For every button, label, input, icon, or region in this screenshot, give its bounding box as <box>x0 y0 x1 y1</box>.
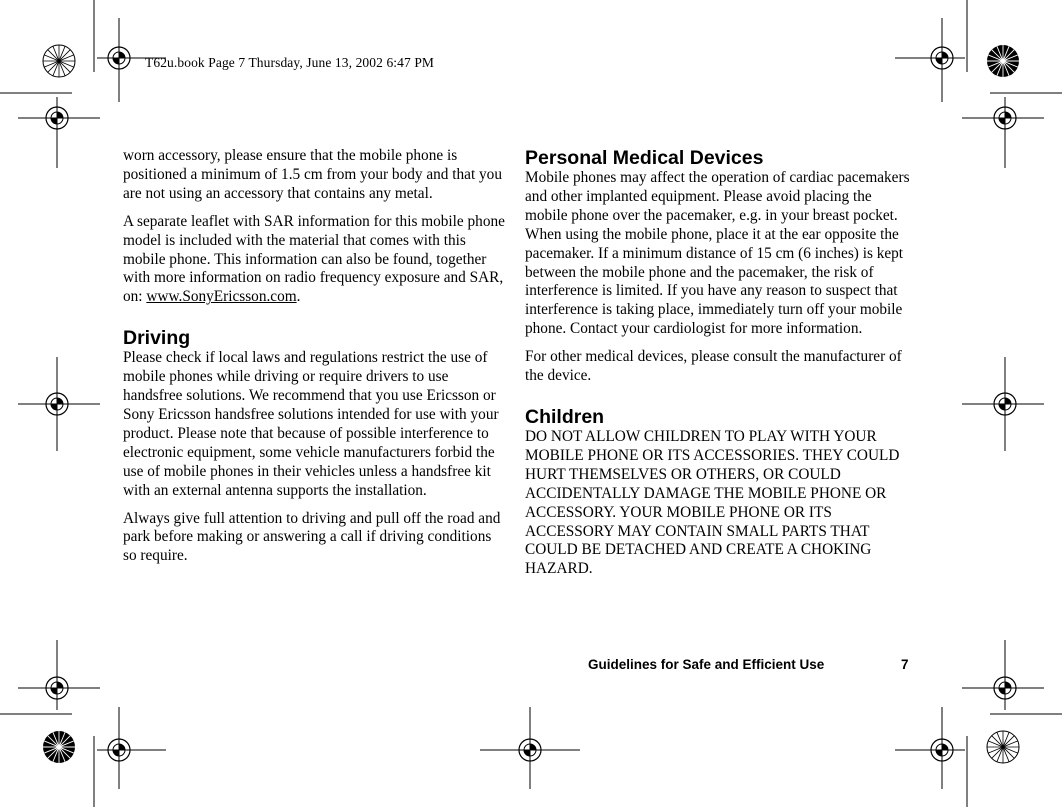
medical-devices-heading: Personal Medical Devices <box>525 147 764 169</box>
right-column <box>525 147 910 588</box>
driving-paragraph-1: Please check if local laws and regulations restrict the use of mobile phones while driving or require drivers to use handsfree solutions. We recommend that you use Ericsson or Sony Ericsson handsfree solutions intended for use with your product. Please note that because of possible interference to electronic equipment, some vehicle manufacturers forbid the use of mobile phones in their vehicles unless a handsfree kit with an external antenna supports the installation. <box>123 349 499 499</box>
children-heading: Children <box>525 405 605 428</box>
left-column <box>123 147 508 575</box>
page-number: 7 <box>901 657 909 672</box>
driving-paragraph-2: Always give full attention to driving and pull off the road and park before making or answering a call if driving conditions so require. <box>123 509 501 565</box>
sonyericsson-link[interactable]: www.SonyEricsson.com <box>146 288 297 306</box>
medical-paragraph-1: Mobile phones may affect the operation of cardiac pacemakers and other implanted equipment. Please avoid placing the mobile phone over the pacemaker, e.g. in your breast pocket. When using the mobile phone, place it at the ear opposite the pacemaker. If a minimum distance of 15 cm (6 inches) is kept between the mobile phone and the pacemaker, the risk of interference is limited. If you have any reason to suspect that interference is taking place, immediately turn off your mobile phone. Contact your cardiologist for more information. <box>525 169 910 338</box>
footer-section-title: Guidelines for Safe and Efficient Use <box>588 657 825 672</box>
sar-paragraph <box>123 213 508 308</box>
print-slug: T62u.book Page 7 Thursday, June 13, 2002 6:47 PM <box>145 55 435 70</box>
sar-period: . <box>296 288 301 306</box>
medical-paragraph-2: For other medical devices, please consult the manufacturer of the device. <box>525 348 902 385</box>
sar-text: A separate leaflet with SAR information for this mobile phone model is included with the material that comes with this mobile phone. This information can also be found, together with more information on radio frequency exposure and SAR, on: <box>123 212 505 306</box>
continued-paragraph: worn accessory, please ensure that the mobile phone is positioned a minimum of 1.5 cm from your body and that you are not using an accessory that contains any metal. <box>123 147 502 202</box>
driving-heading: Driving <box>123 327 191 350</box>
children-paragraph: DO NOT ALLOW CHILDREN TO PLAY WITH YOUR MOBILE PHONE OR ITS ACCESSORIES. THEY COULD HURT THEMSELVES OR OTHERS, OR COULD ACCIDENTALLY DAMAGE THE MOBILE PHONE OR ACCESSORY. YOUR MOBILE PHONE OR ITS ACCESSORY MAY CONTAIN SMALL PARTS THAT COULD BE DETACHED AND CREATE A CHOKING HAZARD. <box>525 427 900 578</box>
